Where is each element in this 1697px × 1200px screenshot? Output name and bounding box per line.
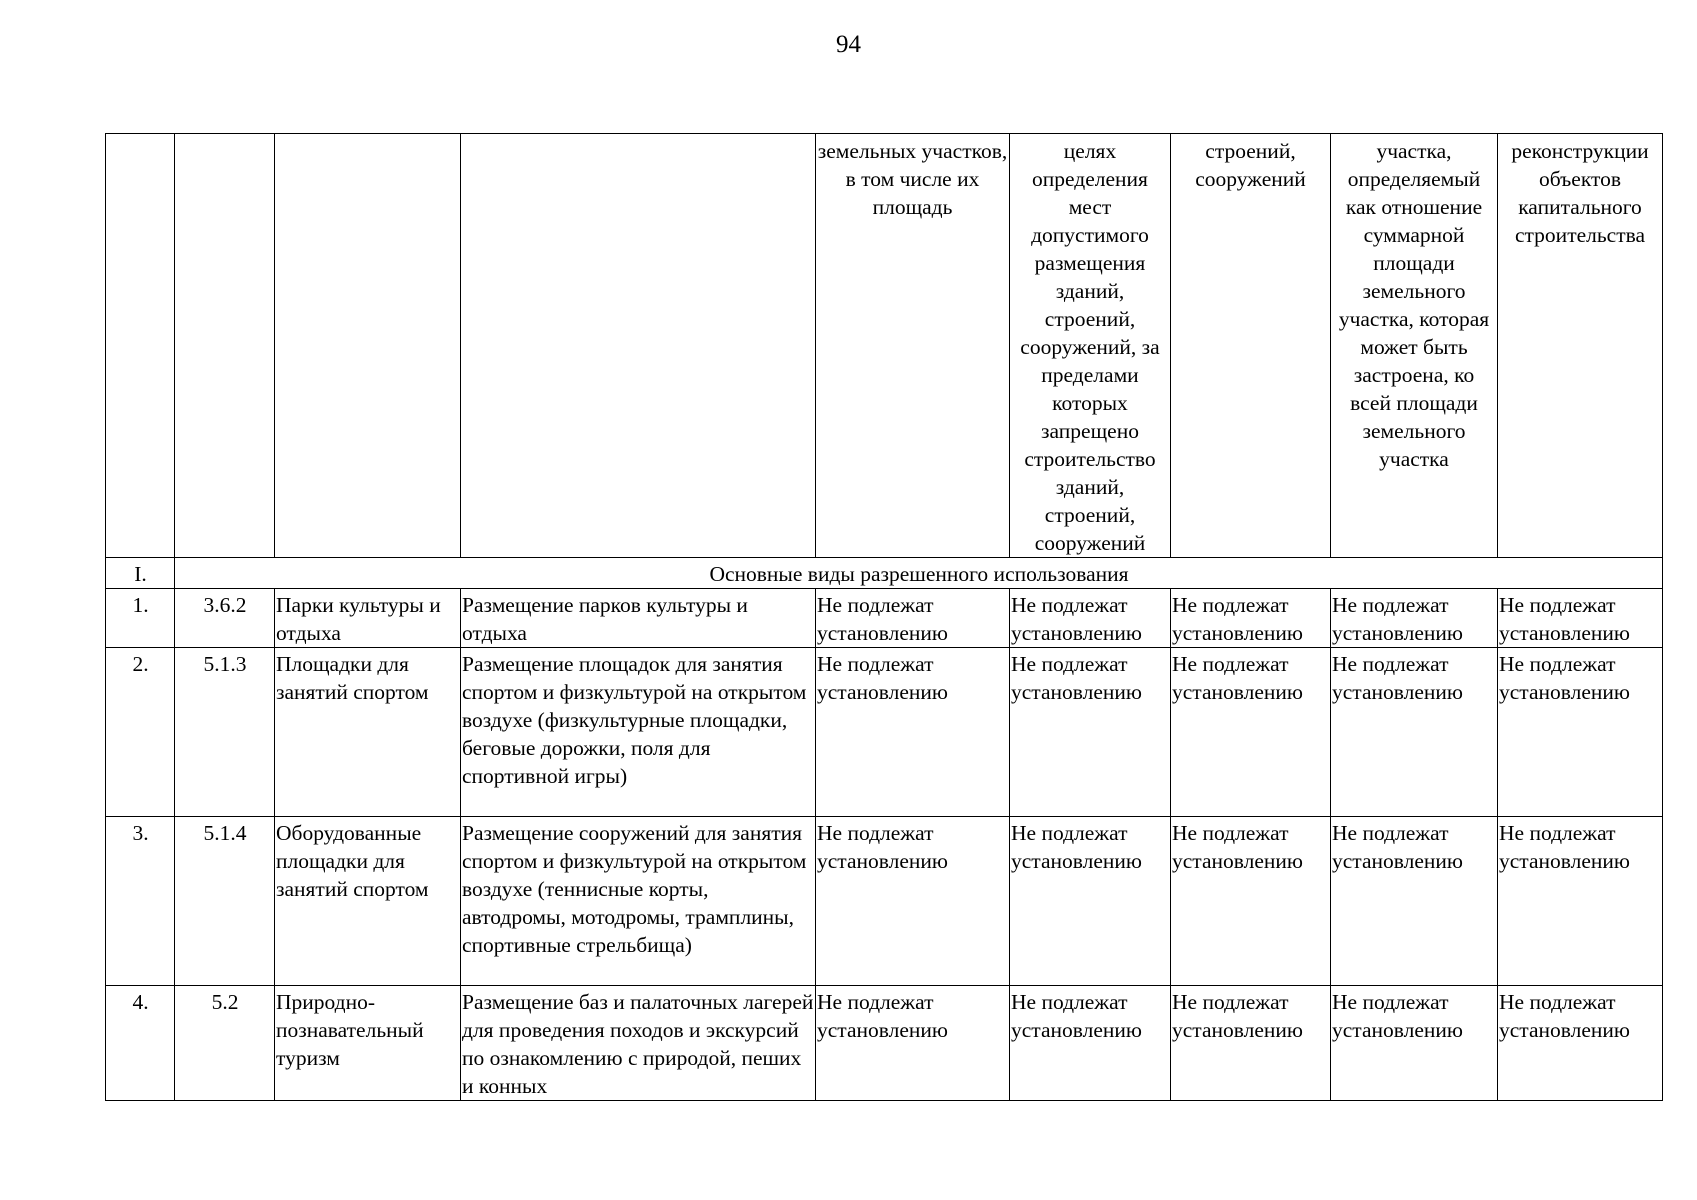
row-param-setbacks: Не подлежат установлению [1010,817,1171,986]
header-cell-max-floors: строений, сооружений [1171,134,1331,558]
row-number: 3. [106,817,175,986]
row-param-coverage: Не подлежат установлению [1331,817,1498,986]
header-cell-setbacks: целях определения мест допустимого размещения зданий, строений, сооружений, за пределами которых запрещено строительство зданий, строений, сооружений [1010,134,1171,558]
row-code: 5.2 [175,986,275,1101]
row-param-coverage: Не подлежат установлению [1331,648,1498,817]
row-param-other: Не подлежат установлению [1498,817,1663,986]
header-cell-code [175,134,275,558]
zoning-regulations-table [105,133,1663,1101]
row-description: Размещение баз и палаточных лагерей для проведения походов и экскурсий по ознакомлению с природой, пеших и конных [461,986,816,1101]
row-use-name: Парки культуры и отдыха [275,589,461,648]
row-code: 5.1.4 [175,817,275,986]
row-number: 2. [106,648,175,817]
header-cell-plot-sizes: земельных участков, в том числе их площадь [816,134,1010,558]
row-use-name: Оборудованные площадки для занятий спортом [275,817,461,986]
row-param-other: Не подлежат установлению [1498,986,1663,1101]
header-cell-description [461,134,816,558]
row-description: Размещение парков культуры и отдыха [461,589,816,648]
header-cell-other-params: реконструкции объектов капитального строительства [1498,134,1663,558]
row-number: 4. [106,986,175,1101]
section-row [106,558,1663,589]
header-cell-number [106,134,175,558]
row-param-plot-sizes: Не подлежат установлению [816,648,1010,817]
table-row [106,986,1663,1101]
row-description: Размещение сооружений для занятия спортом и физкультурой на открытом воздухе (теннисные корты, автодромы, мотодромы, трамплины, спортивные стрельбища) [461,817,816,986]
row-param-plot-sizes: Не подлежат установлению [816,589,1010,648]
table-row [106,817,1663,986]
header-cell-coverage-percent: участка, определяемый как отношение суммарной площади земельного участка, которая может быть застроена, ко всей площади земельного участка [1331,134,1498,558]
header-row [106,134,1663,558]
row-param-other: Не подлежат установлению [1498,589,1663,648]
section-roman-numeral: I. [106,558,175,589]
row-param-max-floors: Не подлежат установлению [1171,589,1331,648]
page-number: 94 [836,31,861,58]
row-param-coverage: Не подлежат установлению [1331,986,1498,1101]
row-param-setbacks: Не подлежат установлению [1010,986,1171,1101]
row-description: Размещение площадок для занятия спортом и физкультурой на открытом воздухе (физкультурные площадки, беговые дорожки, поля для спортивной игры) [461,648,816,817]
row-code: 5.1.3 [175,648,275,817]
row-param-coverage: Не подлежат установлению [1331,589,1498,648]
row-param-max-floors: Не подлежат установлению [1171,817,1331,986]
row-param-plot-sizes: Не подлежат установлению [816,817,1010,986]
row-param-max-floors: Не подлежат установлению [1171,648,1331,817]
row-param-setbacks: Не подлежат установлению [1010,648,1171,817]
row-param-max-floors: Не подлежат установлению [1171,986,1331,1101]
row-param-plot-sizes: Не подлежат установлению [816,986,1010,1101]
row-number: 1. [106,589,175,648]
row-param-setbacks: Не подлежат установлению [1010,589,1171,648]
table-row [106,589,1663,648]
row-code: 3.6.2 [175,589,275,648]
row-use-name: Площадки для занятий спортом [275,648,461,817]
row-use-name: Природно-познавательный туризм [275,986,461,1101]
header-cell-use-name [275,134,461,558]
table-row [106,648,1663,817]
section-title: Основные виды разрешенного использования [175,558,1663,589]
row-param-other: Не подлежат установлению [1498,648,1663,817]
